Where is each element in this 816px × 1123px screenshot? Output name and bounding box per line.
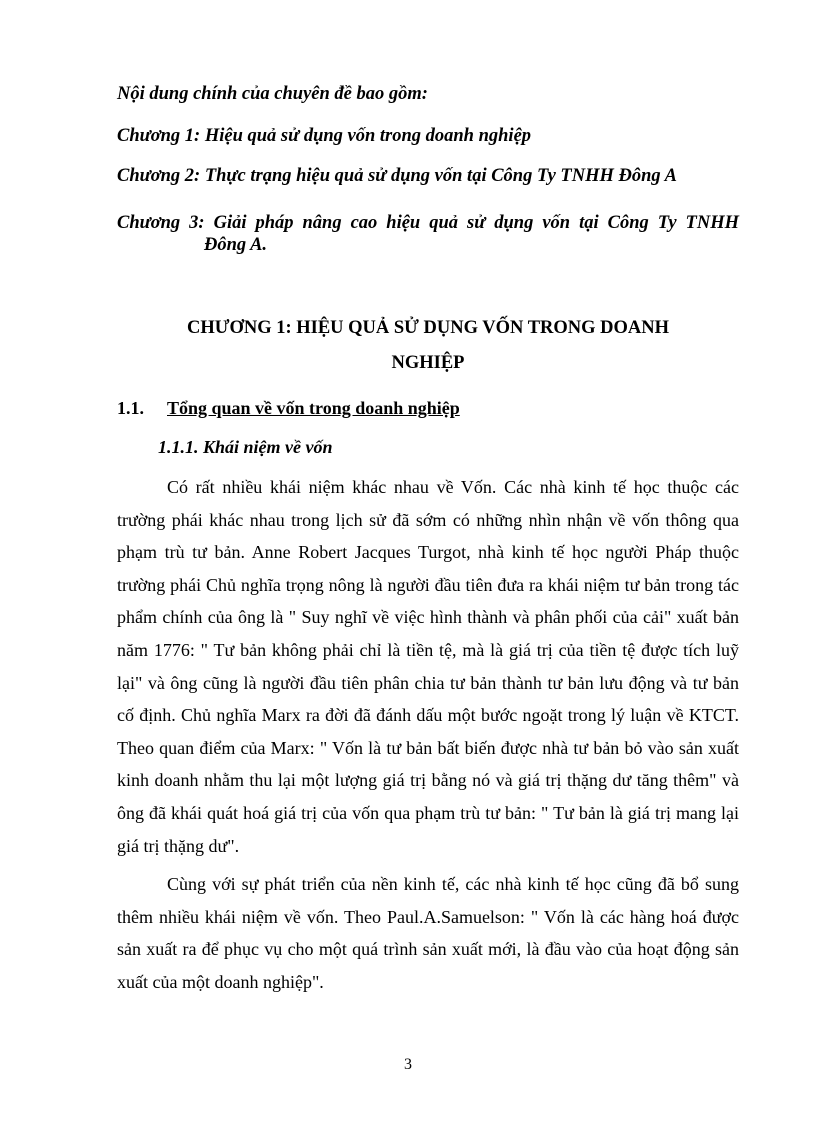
page-number: 3: [404, 1056, 412, 1073]
intro-chapter-1: Chương 1: Hiệu quả sử dụng vốn trong doanh nghiệp: [117, 126, 532, 146]
section-title: Tổng quan về vốn trong doanh nghiệp: [167, 398, 460, 418]
body-paragraph-1: Có rất nhiều khái niệm khác nhau về Vốn. Các nhà kinh tế học thuộc các trường phái khác nhau trong lịch sử đã sớm có những nhìn nhận về vốn thông qua phạm trù tư bản. Anne Robert Jacques Turgot, nhà kinh tế học người Pháp thuộc trường phái Chủ nghĩa trọng nông là người đầu tiên đưa ra khái niệm tư bản trong tác phẩm chính của ông là " Suy nghĩ về việc hình thành và phân phối của cải" xuất bản năm 1776: " Tư bản không phải chỉ là tiền tệ, mà là giá trị của tiền tệ được tích luỹ lại" và ông cũng là người đầu tiên phân chia tư bản thành tư bản lưu động và tư bản cố định. Chủ nghĩa Marx ra đời đã đánh dấu một bước ngoặt trong lý luận về KTCT. Theo quan điểm của Marx: " Vốn là tư bản bất biến được nhà tư bản bỏ vào sản xuất kinh doanh nhằm thu lại một lượng giá trị bằng nó và giá trị thặng dư tăng thêm" và ông đã khái quát hoá giá trị của vốn qua phạm trù tư bản: " Tư bản là giá trị mang lại giá trị thặng dư".: [117, 477, 739, 856]
intro-heading: Nội dung chính của chuyên đề bao gồm:: [117, 84, 428, 104]
intro-chapter-3: Chương 3: Giải pháp nâng cao hiệu quả sử dụng vốn tại Công Ty TNHH: [117, 213, 739, 233]
subsection-title: 1.1.1. Khái niệm về vốn: [158, 437, 333, 457]
intro-chapter-3-continuation: Đông A.: [204, 235, 268, 255]
section-number: 1.1.: [117, 398, 144, 418]
intro-chapter-2: Chương 2: Thực trạng hiệu quả sử dụng vốn tại Công Ty TNHH Đông A: [117, 166, 677, 186]
chapter-title-line-2: NGHIỆP: [391, 353, 465, 373]
body-paragraph-2: Cùng với sự phát triển của nền kinh tế, các nhà kinh tế học cũng đã bổ sung thêm nhiều khái niệm về vốn. Theo Paul.A.Samuelson: " Vốn là các hàng hoá được sản xuất ra để phục vụ cho một quá trình sản xuất mới, là đầu vào của hoạt động sản xuất của một doanh nghiệp".: [117, 874, 739, 992]
chapter-title-line-1: CHƯƠNG 1: HIỆU QUẢ SỬ DỤNG VỐN TRONG DOANH: [186, 318, 670, 338]
